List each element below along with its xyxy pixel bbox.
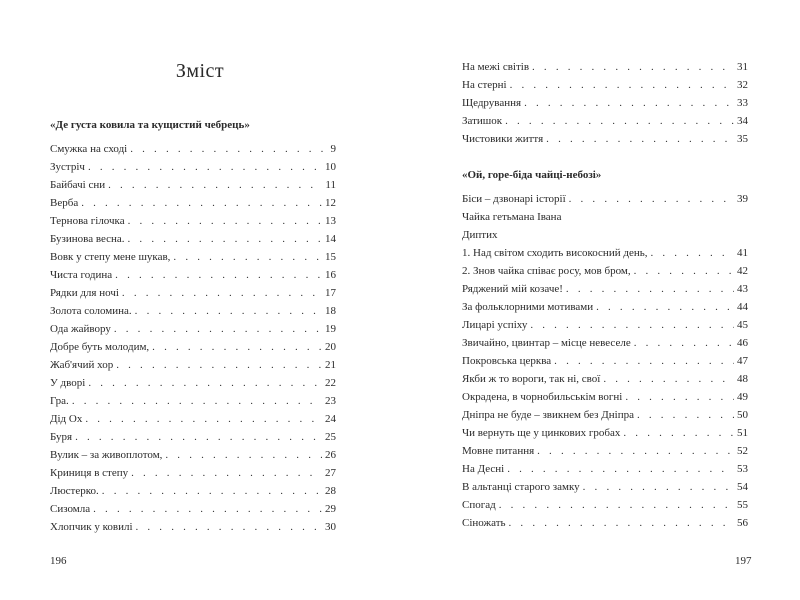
toc-entry (462, 424, 748, 442)
toc-entry-list (50, 140, 336, 536)
toc-entry (50, 482, 336, 500)
toc-entry (50, 338, 336, 356)
toc-entry (462, 130, 748, 148)
toc-entry-title: На стерні (462, 79, 507, 91)
toc-entry-page: 24 (325, 413, 336, 425)
toc-entry-title: Мовне питання (462, 445, 535, 457)
toc-leader-dots (625, 388, 734, 406)
toc-leader-dots (499, 496, 734, 514)
toc-entry-page: 32 (737, 79, 748, 91)
toc-entry-page: 44 (737, 301, 748, 313)
toc-entry-title: Рядки для ночі (50, 287, 119, 299)
toc-leader-dots (596, 298, 734, 316)
toc-entry-title: На межі світів (462, 61, 530, 73)
toc-leader-dots (93, 500, 322, 518)
toc-entry-page: 30 (325, 521, 336, 533)
toc-leader-dots (88, 374, 322, 392)
toc-entry (462, 352, 748, 370)
toc-entry-title: Окрадена, в чорнобильськім вогні (462, 391, 623, 403)
toc-entry-page: 55 (737, 499, 748, 511)
toc-leader-dots (546, 130, 734, 148)
toc-left-column (50, 116, 336, 536)
toc-entry (462, 76, 748, 94)
toc-entry-title: Байбачі сни (50, 179, 106, 191)
toc-entry (462, 334, 748, 352)
toc-entry-list (462, 190, 748, 532)
toc-leader-dots (135, 302, 322, 320)
toc-entry-title: Хлопчик у ковилі (50, 521, 133, 533)
toc-entry (462, 280, 748, 298)
toc-entry-title: Бузинова весна. (50, 233, 125, 245)
toc-entry-title: Щедрування (462, 97, 522, 109)
toc-leader-dots (114, 320, 322, 338)
toc-entry (462, 190, 748, 208)
toc-entry-title: Гра. (50, 395, 69, 407)
toc-entry-page: 9 (330, 143, 336, 155)
toc-leader-dots (566, 280, 734, 298)
toc-entry (462, 406, 748, 424)
toc-entry-title: Дід Ох (50, 413, 83, 425)
toc-entry-page: 12 (325, 197, 336, 209)
toc-entry (462, 94, 748, 112)
toc-leader-dots (165, 446, 322, 464)
toc-entry-page: 48 (737, 373, 748, 385)
toc-leader-dots (116, 356, 322, 374)
toc-entry-title: Дніпра не буде – звикнем без Дніпра (462, 409, 634, 421)
toc-entry-title: Затишок (462, 115, 503, 127)
toc-entry-title: Верба (50, 197, 79, 209)
toc-leader-dots (509, 514, 734, 532)
toc-entry-page: 34 (737, 115, 748, 127)
toc-entry-title: Вулик – за живоплотом, (50, 449, 163, 461)
toc-entry-title: Якби ж то вороги, так ні, свої (462, 373, 601, 385)
toc-leader-dots (173, 248, 322, 266)
toc-entry-title: В альтанці старого замку (462, 481, 580, 493)
toc-entry-title: Ряджений мій козаче! (462, 283, 563, 295)
toc-entry (50, 230, 336, 248)
toc-entry-page: 54 (737, 481, 748, 493)
toc-entry-page: 23 (325, 395, 336, 407)
toc-entry-title: Лицарі успіху (462, 319, 528, 331)
toc-entry (50, 320, 336, 338)
toc-entry-page: 53 (737, 463, 748, 475)
toc-entry (462, 244, 748, 262)
toc-entry-page: 18 (325, 305, 336, 317)
toc-entry-title: Звичайно, цвинтар – місце невеселе (462, 337, 631, 349)
toc-entry-title: Біси – дзвонарі історії (462, 193, 566, 205)
toc-entry-title: Золота соломина. (50, 305, 132, 317)
toc-entry-page: 22 (325, 377, 336, 389)
toc-entry (462, 298, 748, 316)
toc-leader-dots (583, 478, 734, 496)
toc-entry-page: 15 (325, 251, 336, 263)
toc-leader-dots (530, 316, 734, 334)
toc-entry-title: Вовк у степу мене шукав, (50, 251, 171, 263)
section-heading: «Ой, горе-біда чайці-небозі» (462, 169, 602, 181)
toc-leader-dots (524, 94, 734, 112)
toc-entry-title: Люстерко. (50, 485, 99, 497)
toc-entry-title: Криниця в степу (50, 467, 129, 479)
toc-entry-title: Тернова гілочка (50, 215, 125, 227)
toc-leader-dots (637, 406, 734, 424)
toc-entry-title: Чиста година (50, 269, 113, 281)
toc-entry-title: Смужка на сході (50, 143, 128, 155)
toc-entry (462, 514, 748, 532)
toc-entry-title: 2. Знов чайка співає росу, мов бром, (462, 265, 631, 277)
toc-entry-title: Диптих (462, 229, 498, 241)
toc-entry-page: 33 (737, 97, 748, 109)
toc-entry-page: 39 (737, 193, 748, 205)
toc-entry (50, 302, 336, 320)
toc-entry-title: Чистовики життя (462, 133, 544, 145)
toc-leader-dots (122, 284, 322, 302)
toc-entry (50, 176, 336, 194)
toc-entry-page: 45 (737, 319, 748, 331)
toc-entry-title: Жаб'ячий хор (50, 359, 114, 371)
toc-leader-dots (569, 190, 734, 208)
toc-entry-title: На Десні (462, 463, 505, 475)
toc-entry-page: 46 (737, 337, 748, 349)
toc-entry (462, 442, 748, 460)
page-number-left: 196 (50, 555, 67, 567)
toc-entry-page: 17 (325, 287, 336, 299)
toc-leader-dots (537, 442, 734, 460)
toc-entry-page: 27 (325, 467, 336, 479)
toc-entry-title: Ода жайвору (50, 323, 111, 335)
toc-leader-dots (75, 428, 322, 446)
toc-entry (50, 500, 336, 518)
toc-entry-page: 10 (325, 161, 336, 173)
page-number-right: 197 (735, 555, 752, 567)
toc-leader-dots (136, 518, 323, 536)
toc-leader-dots (115, 266, 322, 284)
toc-leader-dots (505, 112, 734, 130)
toc-entry-page: 14 (325, 233, 336, 245)
toc-entry-page: 50 (737, 409, 748, 421)
page-title: Зміст (175, 60, 225, 82)
toc-entry-title: Спогад (462, 499, 496, 511)
toc-entry (462, 112, 748, 130)
toc-entry (50, 248, 336, 266)
toc-entry-title: У дворі (50, 377, 86, 389)
toc-entry (50, 464, 336, 482)
toc-entry (462, 496, 748, 514)
toc-entry-page: 11 (325, 179, 336, 191)
toc-entry (50, 158, 336, 176)
toc-entry-title: Зустріч (50, 161, 85, 173)
toc-leader-dots (507, 460, 734, 478)
toc-entry (50, 212, 336, 230)
toc-leader-dots (623, 424, 734, 442)
toc-entry (50, 428, 336, 446)
toc-leader-dots (108, 176, 322, 194)
toc-entry-page: 56 (737, 517, 748, 529)
toc-entry (50, 410, 336, 428)
toc-entry-title: 1. Над світом сходить високосний день, (462, 247, 648, 259)
toc-leader-dots (88, 158, 322, 176)
toc-entry-title: За фольклорними мотивами (462, 301, 594, 313)
toc-entry-list (462, 58, 748, 148)
toc-leader-dots (532, 58, 734, 76)
toc-entry-page: 20 (325, 341, 336, 353)
toc-leader-dots (72, 392, 322, 410)
toc-entry (462, 262, 748, 280)
toc-entry-page: 35 (737, 133, 748, 145)
toc-entry (462, 478, 748, 496)
toc-entry-title: Чи вернуть ще у цинкових гробах (462, 427, 621, 439)
toc-entry-page: 26 (325, 449, 336, 461)
toc-entry-page: 47 (737, 355, 748, 367)
toc-entry-page: 29 (325, 503, 336, 515)
toc-entry-page: 43 (737, 283, 748, 295)
toc-entry-title: Сіножать (462, 517, 506, 529)
toc-leader-dots (81, 194, 322, 212)
toc-entry (50, 194, 336, 212)
toc-leader-dots (128, 212, 322, 230)
toc-entry (50, 266, 336, 284)
toc-entry-page: 28 (325, 485, 336, 497)
toc-leader-dots (634, 334, 734, 352)
toc-entry (50, 446, 336, 464)
toc-entry (462, 316, 748, 334)
toc-leader-dots (128, 230, 322, 248)
toc-leader-dots (634, 262, 734, 280)
right-page (400, 0, 800, 600)
toc-entry-page: 31 (737, 61, 748, 73)
toc-right-column (462, 58, 748, 532)
toc-entry-page: 52 (737, 445, 748, 457)
toc-entry (462, 370, 748, 388)
toc-leader-dots (650, 244, 734, 262)
toc-entry (462, 226, 748, 244)
toc-entry-title: Буря (50, 431, 73, 443)
toc-entry-title: Сизомла (50, 503, 91, 515)
toc-entry-title: Покровська церква (462, 355, 552, 367)
toc-entry-page: 21 (325, 359, 336, 371)
toc-entry-page: 51 (737, 427, 748, 439)
toc-entry-page: 16 (325, 269, 336, 281)
toc-entry-page: 19 (325, 323, 336, 335)
toc-leader-dots (603, 370, 734, 388)
toc-entry (50, 284, 336, 302)
toc-leader-dots (510, 76, 734, 94)
toc-entry (462, 460, 748, 478)
section-heading: «Де густа ковила та кущистий чебрець» (50, 119, 250, 131)
toc-entry (50, 356, 336, 374)
toc-entry (50, 518, 336, 536)
toc-entry-page: 49 (737, 391, 748, 403)
toc-entry-title: Добре буть молодим, (50, 341, 150, 353)
toc-leader-dots (131, 464, 322, 482)
toc-entry (50, 392, 336, 410)
toc-leader-dots (85, 410, 322, 428)
toc-entry-page: 42 (737, 265, 748, 277)
toc-entry (462, 208, 748, 226)
toc-leader-dots (152, 338, 322, 356)
toc-leader-dots (130, 140, 327, 158)
toc-entry (462, 388, 748, 406)
toc-leader-dots (554, 352, 734, 370)
toc-entry (50, 140, 336, 158)
toc-entry-page: 13 (325, 215, 336, 227)
toc-entry-page: 41 (737, 247, 748, 259)
toc-entry (50, 374, 336, 392)
toc-leader-dots (102, 482, 322, 500)
toc-entry-page: 25 (325, 431, 336, 443)
toc-entry (462, 58, 748, 76)
toc-entry-title: Чайка гетьмана Івана (462, 211, 562, 223)
